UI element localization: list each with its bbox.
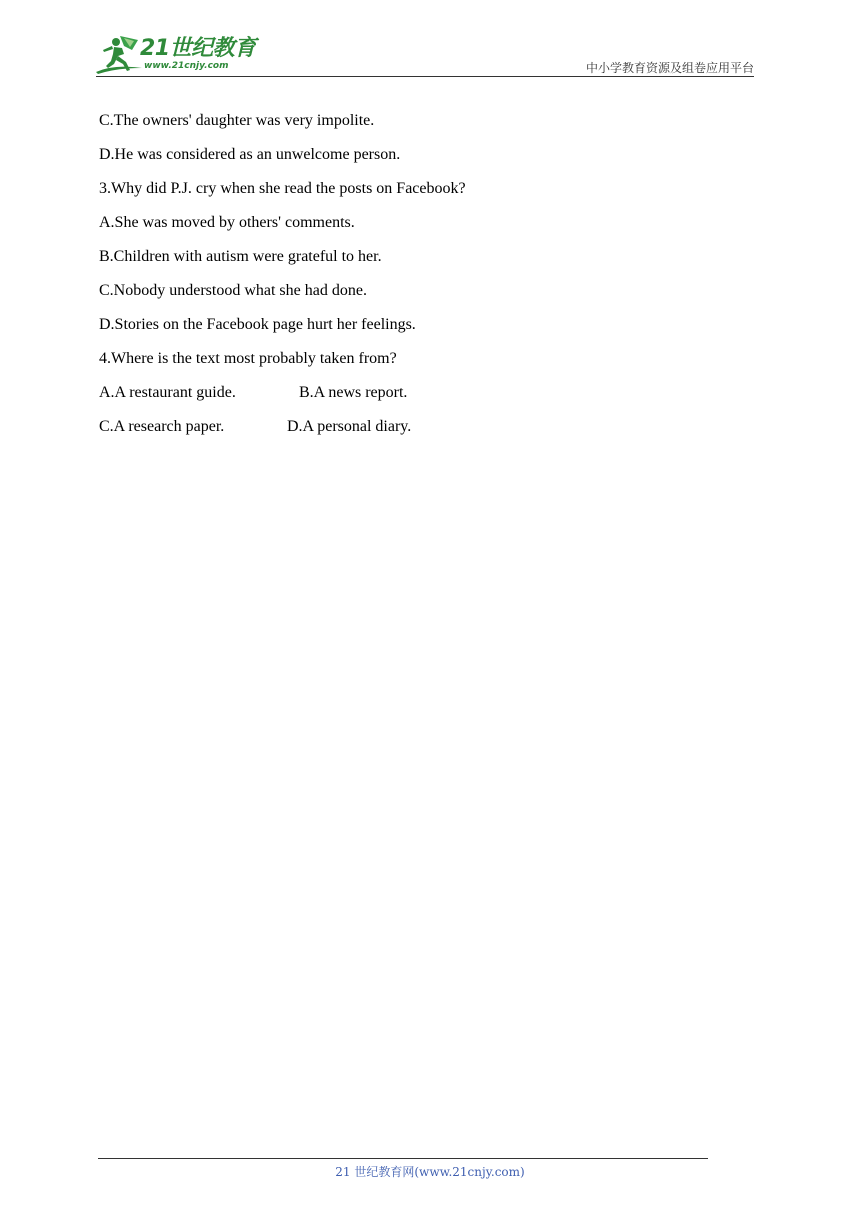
header-divider: [96, 76, 754, 77]
q4-question: 4.Where is the text most probably taken from?: [99, 350, 397, 367]
q4-options-row-1: [99, 376, 759, 410]
site-logo: [94, 34, 264, 76]
page-header: [0, 0, 860, 80]
q4-option-c: C.A research paper.: [99, 418, 225, 435]
q4-option-a: A.A restaurant guide.: [99, 384, 236, 401]
q3-option-b: B.Children with autism were grateful to her.: [99, 248, 382, 265]
question-content: [99, 104, 759, 444]
q3-option-d: D.Stories on the Facebook page hurt her feelings.: [99, 316, 416, 333]
q4-options-row-2: [99, 410, 759, 444]
runner-icon: [94, 34, 144, 76]
header-tagline: 中小学教育资源及组卷应用平台: [585, 61, 754, 75]
q2-option-c: C.The owners' daughter was very impolite.: [99, 112, 375, 129]
q3-option-c: C.Nobody understood what she had done.: [99, 282, 367, 299]
q4-option-b: B.A news report.: [299, 384, 408, 401]
logo-brand-text: 21世纪教育: [140, 36, 256, 61]
q3-question: 3.Why did P.J. cry when she read the posts on Facebook?: [99, 180, 466, 197]
q3-option-a: A.She was moved by others' comments.: [99, 214, 355, 231]
logo-url-text: www.21cnjy.com: [144, 61, 229, 71]
footer-text: 21 世纪教育网(www.21cnjy.com): [335, 1165, 525, 1179]
footer-divider: [98, 1158, 708, 1159]
q2-option-d: D.He was considered as an unwelcome person.: [99, 146, 401, 163]
q4-option-d: D.A personal diary.: [287, 418, 412, 435]
